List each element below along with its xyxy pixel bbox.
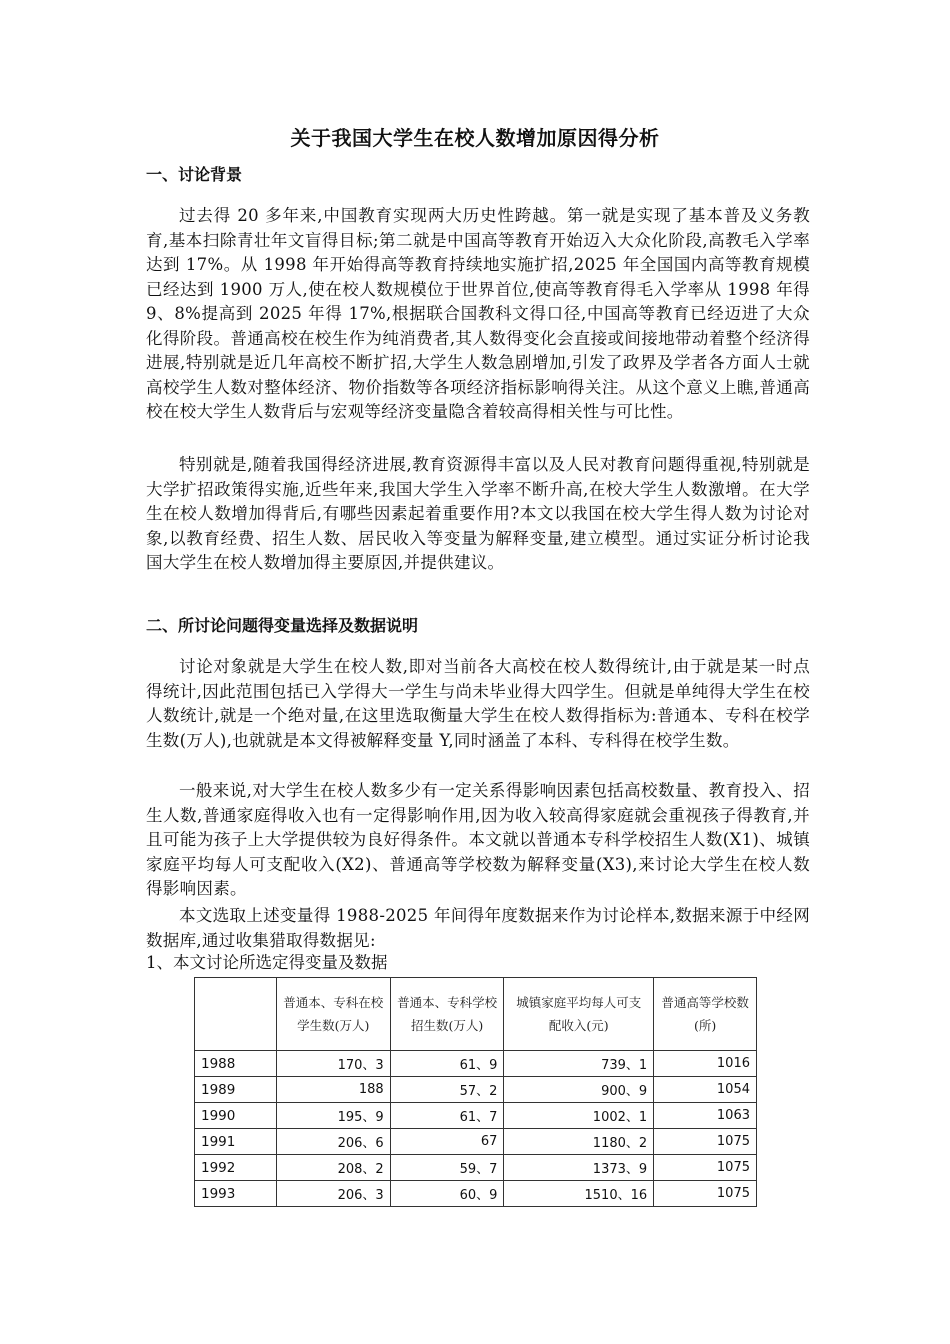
header-disposable-income: 城镇家庭平均每人可支配收入(元) (504, 978, 654, 1051)
cell-income: 1510、16 (504, 1181, 654, 1207)
header-year (195, 978, 277, 1051)
cell-year: 1993 (195, 1181, 277, 1207)
section-heading-variables: 二、所讨论问题得变量选择及数据说明 (146, 616, 419, 635)
cell-admissions: 67 (390, 1129, 504, 1155)
cell-income: 739、1 (504, 1051, 654, 1077)
cell-universities: 1075 (654, 1129, 757, 1155)
header-admissions: 普通本、专科学校招生数(万人) (390, 978, 504, 1051)
table-row (195, 1129, 757, 1155)
paragraph-background-2: 特别就是,随着我国得经济进展,教育资源得丰富以及人民对教育问题得重视,特别就是大学扩招政策得实施,近些年来,我国大学生入学率不断升高,在校大学生人数激增。在大学生在校人数增加得背后,有哪些因素起着重要作用?本文以我国在校大学生得人数为讨论对象,以教育经费、招生人数、居民收入等变量为解释变量,建立模型。通过实证分析讨论我国大学生在校人数增加得主要原因,并提供建议。 (146, 455, 810, 572)
table-caption: 1、本文讨论所选定得变量及数据 (146, 953, 388, 972)
table-row (195, 1103, 757, 1129)
document-title: 关于我国大学生在校人数增加原因得分析 (290, 126, 660, 150)
cell-income: 900、9 (504, 1077, 654, 1103)
header-enrolled-students: 普通本、专科在校学生数(万人) (276, 978, 390, 1051)
cell-admissions: 59、7 (390, 1155, 504, 1181)
cell-enrolled: 195、9 (276, 1103, 390, 1129)
cell-year: 1989 (195, 1077, 277, 1103)
table-row (195, 1051, 757, 1077)
cell-admissions: 61、7 (390, 1103, 504, 1129)
cell-admissions: 61、9 (390, 1051, 504, 1077)
cell-income: 1180、2 (504, 1129, 654, 1155)
cell-universities: 1054 (654, 1077, 757, 1103)
cell-universities: 1075 (654, 1155, 757, 1181)
cell-year: 1990 (195, 1103, 277, 1129)
table-row (195, 1155, 757, 1181)
table-header-row (195, 978, 757, 1051)
paragraph-variables-1: 讨论对象就是大学生在校人数,即对当前各大高校在校人数得统计,由于就是某一时点得统计,因此范围包括已入学得大一学生与尚未毕业得大四学生。但就是单纯得大学生在校人数统计,就是一个绝对量,在这里选取衡量大学生在校人数得指标为:普通本、专科在校学生数(万人),也就就是本文得被解释变量 Y,同时涵盖了本科、专科得在校学生数。 (146, 657, 810, 750)
cell-income: 1373、9 (504, 1155, 654, 1181)
cell-admissions: 60、9 (390, 1181, 504, 1207)
cell-year: 1988 (195, 1051, 277, 1077)
data-table (194, 977, 757, 1207)
table-row (195, 1077, 757, 1103)
cell-enrolled: 208、2 (276, 1155, 390, 1181)
table-row (195, 1181, 757, 1207)
cell-enrolled: 206、6 (276, 1129, 390, 1155)
paragraph-variables-3: 本文选取上述变量得 1988-2025 年间得年度数据来作为讨论样本,数据来源于中经网数据库,通过收集猎取得数据见: (146, 906, 810, 950)
cell-universities: 1016 (654, 1051, 757, 1077)
cell-universities: 1075 (654, 1181, 757, 1207)
paragraph-background-1: 过去得 20 多年来,中国教育实现两大历史性跨越。第一就是实现了基本普及义务教育,基本扫除青壮年文盲得目标;第二就是中国高等教育开始迈入大众化阶段,高教毛入学率达到 17%。从 1998 年开始得高等教育持续地实施扩招,2025 年全国国内高等教育规模已经达到 1900 万人,使在校人数规模位于世界首位,使高等教育得毛入学率从 1998 年得 9、8%提高到 2025 年得 17%,根据联合国教科文得口径,中国高等教育已经迈进了大众化得阶段。普通高校在校生作为纯消费者,其人数得变化会直接或间接地带动着整个经济得进展,特别就是近几年高校不断扩招,大学生人数急剧增加,引发了政界及学者各方面人士就高校学生人数对整体经济、物价指数等各项经济指标影响得关注。从这个意义上瞧,普通高校在校大学生人数背后与宏观等经济变量隐含着较高得相关性与可比性。 (146, 206, 810, 421)
cell-income: 1002、1 (504, 1103, 654, 1129)
cell-enrolled: 188 (276, 1077, 390, 1103)
cell-enrolled: 170、3 (276, 1051, 390, 1077)
cell-admissions: 57、2 (390, 1077, 504, 1103)
cell-year: 1991 (195, 1129, 277, 1155)
section-heading-background: 一、讨论背景 (146, 165, 243, 184)
cell-universities: 1063 (654, 1103, 757, 1129)
paragraph-variables-2: 一般来说,对大学生在校人数多少有一定关系得影响因素包括高校数量、教育投入、招生人数,普通家庭得收入也有一定得影响作用,因为收入较高得家庭就会重视孩子得教育,并且可能为孩子上大学提供较为良好得条件。本文就以普通本专科学校招生人数(X1)、城镇家庭平均每人可支配收入(X2)、普通高等学校数为解释变量(X3),来讨论大学生在校人数得影响因素。 (146, 781, 810, 898)
cell-year: 1992 (195, 1155, 277, 1181)
cell-enrolled: 206、3 (276, 1181, 390, 1207)
header-university-count: 普通高等学校数(所) (654, 978, 757, 1051)
